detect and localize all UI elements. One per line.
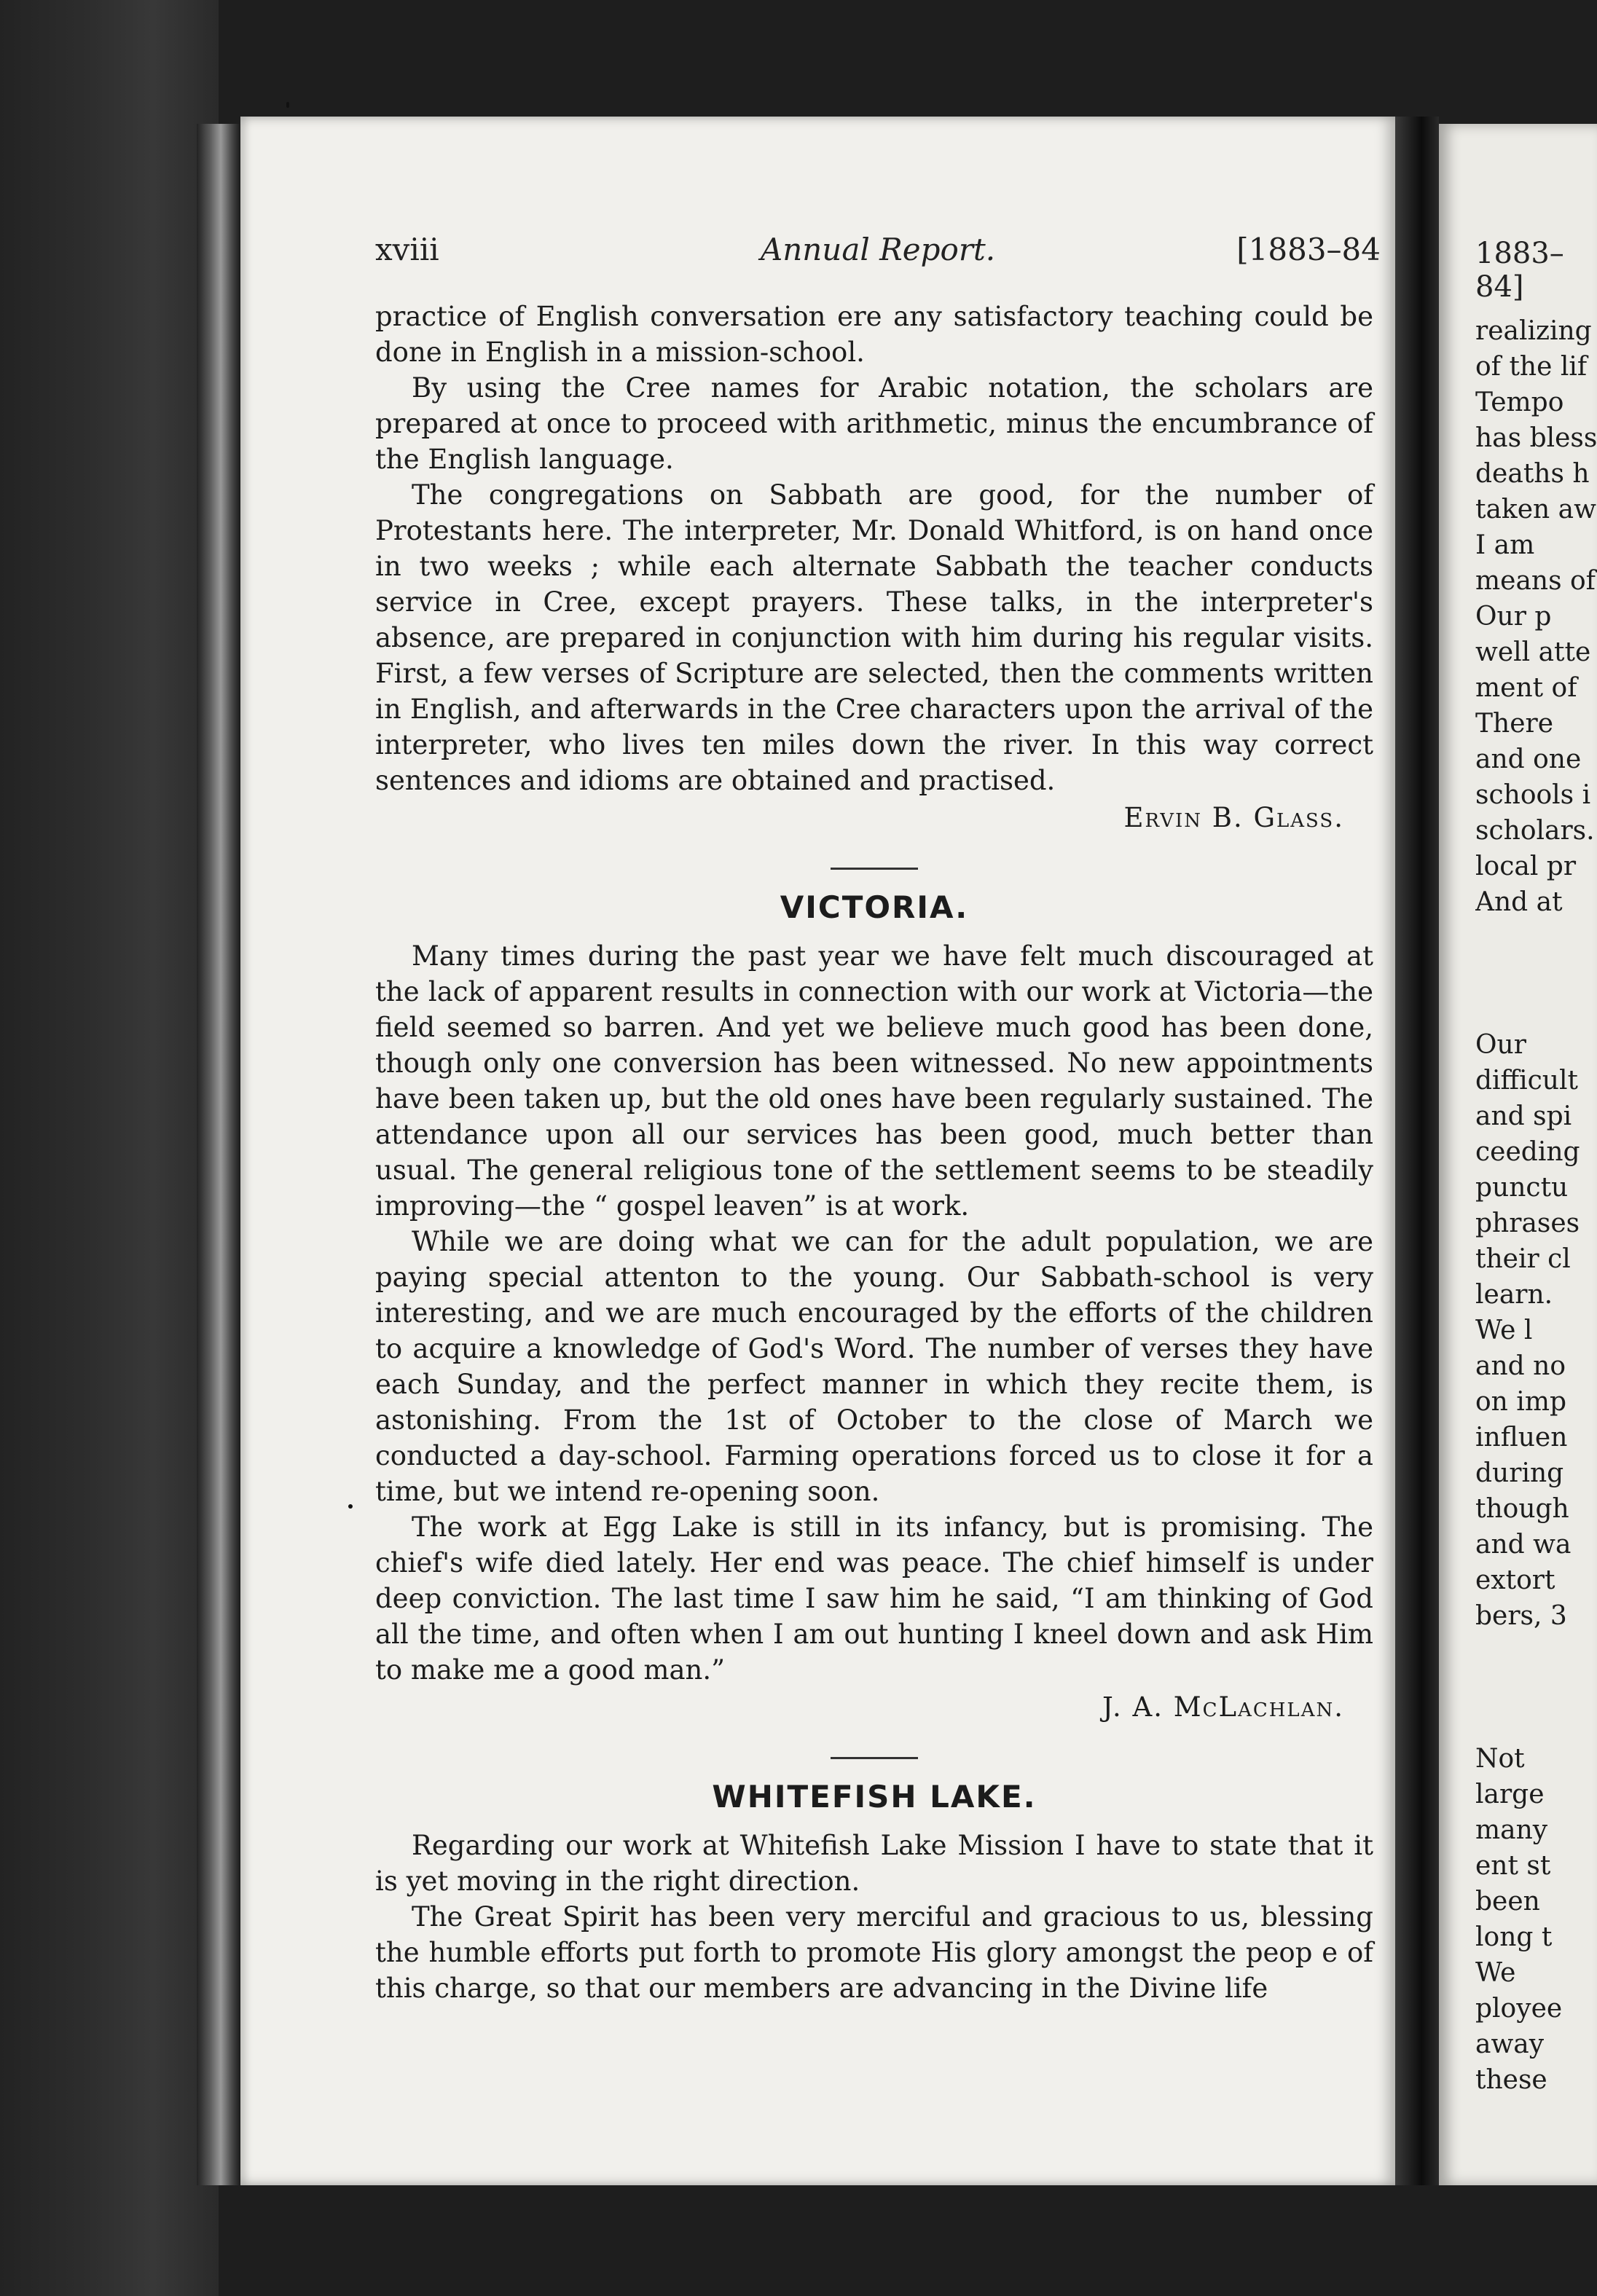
paragraph: While we are doing what we can for the adult population, we are paying special attenton to the young. Our Sabbath-school is very interesting, and we are much encouraged by the efforts of the children to acquire a knowledge of God's Word. The number of verses they have each Sunday, and the perfect manner in which they recite them, is astonishing. From the 1st of October to the close of March we conducted a day-school. Farming operations forced us to close it for a time, but we intend re-opening soon. [375, 1226, 1373, 1507]
paragraph: The Great Spirit has been very merciful and gracious to us, blessing the humble efforts put forth to promote His glory amongst the peop e of this charge, so that our members are advancing in the Divine life [375, 1901, 1373, 2004]
line-fragment: There [1475, 709, 1554, 739]
line-fragment: local pr [1475, 852, 1577, 881]
section-heading-victoria: VICTORIA. [780, 889, 969, 925]
line-fragment: ployee [1475, 1994, 1563, 2024]
book-gutter [1395, 117, 1439, 2185]
scan-background-left [0, 0, 219, 2296]
right-page-text-fragments [1475, 313, 1597, 2098]
line-fragment: ent st [1475, 1851, 1551, 1881]
line-fragment: their cl [1475, 1244, 1571, 1274]
line-fragment: been [1475, 1887, 1540, 1916]
paragraph: practice of English conversation ere any satisfactory teaching could be done in English in a mission-school. [375, 301, 1373, 368]
running-title: Annual Report. [760, 232, 996, 267]
line-fragment: schools i [1475, 780, 1591, 810]
line-fragment: large [1475, 1780, 1545, 1809]
line-fragment: scholars. [1475, 816, 1595, 846]
line-fragment: difficult [1475, 1066, 1578, 1096]
blank-gap [1475, 920, 1597, 1027]
line-fragment: on imp [1475, 1387, 1566, 1417]
line-fragment: Tempo [1475, 388, 1564, 417]
ink-speck [348, 1504, 353, 1509]
running-year: [1883–84 [1236, 232, 1381, 267]
section-divider [831, 868, 918, 870]
paragraph: By using the Cree names for Arabic notation, the scholars are prepared at once to proceed with arithmetic, minus the encumbrance of the English language. [375, 372, 1373, 475]
paragraph: Regarding our work at Whitefish Lake Mission I have to state that it is yet moving in the right direction. [375, 1830, 1373, 1897]
line-fragment: and spi [1475, 1101, 1572, 1131]
line-fragment: Our p [1475, 602, 1552, 632]
line-fragment: influen [1475, 1423, 1568, 1452]
line-fragment: punctu [1475, 1173, 1569, 1203]
line-fragment: taken aw [1475, 495, 1596, 524]
line-fragment: phrases [1475, 1208, 1580, 1238]
page-number: xviii [375, 232, 439, 267]
line-fragment: Not [1475, 1744, 1525, 1774]
line-fragment: means of [1475, 566, 1596, 596]
line-fragment: bers, 3 [1475, 1601, 1567, 1631]
line-fragment: many [1475, 1815, 1548, 1845]
line-fragment: Our [1475, 1030, 1526, 1060]
line-fragment: And at [1475, 887, 1563, 917]
line-fragment: ceeding [1475, 1137, 1580, 1167]
line-fragment: ment of [1475, 673, 1577, 703]
line-fragment: I am [1475, 530, 1535, 560]
line-fragment: We l [1475, 1316, 1533, 1345]
line-fragment: these [1475, 2065, 1547, 2095]
section-divider [831, 1757, 918, 1759]
line-fragment: deaths h [1475, 459, 1590, 489]
signature-mclachlan: J. A. McLachlan. [1102, 1691, 1344, 1723]
line-fragment: and no [1475, 1351, 1566, 1381]
line-fragment: learn. [1475, 1280, 1553, 1310]
paragraph: Many times during the past year we have felt much discouraged at the lack of apparent results in connection with our work at Victoria—the field seemed so barren. And yet we believe much good has been done, though only one conversion has been witnessed. No new appointments have been taken up, but the old ones have been regularly sustained. The attendance upon all our services has been good, much better than usual. The general religious tone of the settlement seems to be steadily improving—the “ gospel leaven” is at work. [375, 940, 1373, 1222]
paragraph: The work at Egg Lake is still in its infancy, but is promising. The chief's wife died lately. Her end was peace. The chief himself is under deep conviction. The last time I saw him he said, “I am thinking of God all the time, and often when I am out hunting I kneel down and ask Him to make me a good man.” [375, 1511, 1373, 1686]
line-fragment: well atte [1475, 637, 1591, 667]
line-fragment: We [1475, 1958, 1516, 1988]
paragraph: The congregations on Sabbath are good, for the number of Protestants here. The interpreter, Mr. Donald Whitford, is on hand once in two weeks ; while each alternate Sabbath the teacher conducts service in Cree, except prayers. These talks, in the interpreter's absence, are prepared in conjunction with him during his regular visits. First, a few verses of Scripture are selected, then the comments written in English, and afterwards in the Cree characters upon the arrival of the interpreter, who lives ten miles down the river. In this way correct sentences and idioms are obtained and practised. [375, 479, 1373, 796]
line-fragment: though [1475, 1494, 1569, 1524]
book-binding-edge [197, 124, 240, 2185]
line-fragment: and one [1475, 744, 1582, 774]
line-fragment: long t [1475, 1922, 1553, 1952]
blank-gap [1475, 1634, 1597, 1741]
main-text-column [375, 299, 1373, 2006]
line-fragment: realizing [1475, 316, 1592, 346]
running-head [375, 232, 1381, 275]
line-fragment: and wa [1475, 1530, 1572, 1560]
line-fragment: during [1475, 1458, 1564, 1488]
signature-glass: Ervin B. Glass. [1123, 802, 1344, 833]
section-heading-whitefish-lake: WHITEFISH LAKE. [712, 1779, 1037, 1815]
line-fragment: has bless [1475, 423, 1597, 453]
line-fragment: of the lif [1475, 352, 1588, 382]
line-fragment: away [1475, 2029, 1545, 2059]
line-fragment: extort [1475, 1565, 1555, 1595]
ink-speck [286, 102, 289, 108]
right-running-head: 1883–84] [1475, 237, 1564, 304]
